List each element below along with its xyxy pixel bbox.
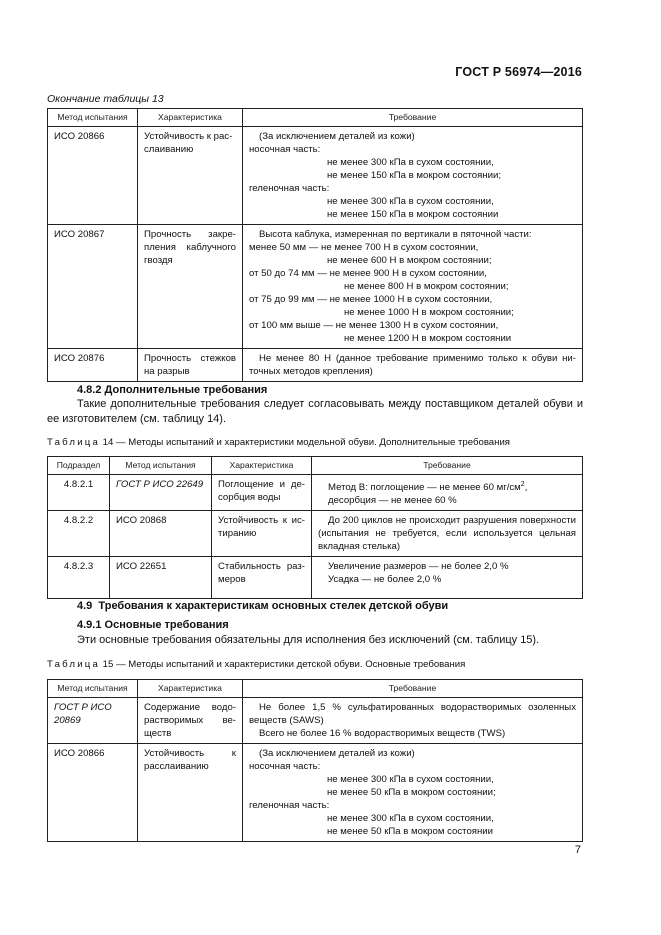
requirement-line: геленочная часть: xyxy=(249,800,330,811)
requirement-line: Усадка — не более 2,0 % xyxy=(328,574,442,586)
characteristic-cell: Прочность стежков на разрыв xyxy=(138,349,243,382)
requirement-line: Высота каблука, измеренная по вертикали в пяточной части: xyxy=(259,229,532,240)
requirement-line: (За исключением деталей из кожи) xyxy=(259,748,415,759)
requirement-line: от 100 мм выше — не менее 1300 Н в сухом состоянии, xyxy=(249,320,499,331)
section-number: 4.9.1 xyxy=(77,619,102,631)
section-title: Требования к характеристикам основных стелек детской обуви xyxy=(98,600,449,612)
table13-caption: Окончание таблицы 13 xyxy=(47,93,164,105)
requirement-line: менее 50 мм — не менее 700 Н в сухом состоянии, xyxy=(249,242,479,253)
table-row xyxy=(48,349,583,382)
caption-text: 14 — Методы испытаний и характеристики модельной обуви. Дополнительные требования xyxy=(100,437,510,448)
method-cell: ИСО 20866 xyxy=(48,127,138,225)
column-header: Требование xyxy=(243,109,583,127)
table-row xyxy=(48,475,583,511)
table-header-row xyxy=(48,457,583,475)
caption-label: Таблица xyxy=(47,659,101,670)
requirement-line: носочная часть: xyxy=(249,761,321,772)
section-heading xyxy=(77,384,267,396)
column-header: Характеристика xyxy=(138,109,243,127)
requirement-line: не менее 150 кПа в мокром состоянии xyxy=(327,209,499,220)
section-heading xyxy=(77,619,229,631)
table15-caption xyxy=(47,659,465,670)
subsection-cell: 4.8.2.2 xyxy=(48,511,110,557)
table-row xyxy=(48,744,583,842)
requirement-cell: Не менее 80 Н (данное требование применимо только к обуви ниточных методов крепления) xyxy=(243,349,583,382)
table13 xyxy=(47,108,583,382)
characteristic-cell: Стабильность размеров xyxy=(212,557,312,599)
method-cell: ИСО 20876 xyxy=(48,349,138,382)
requirement-line: от 50 до 74 мм — не менее 900 Н в сухом состоянии, xyxy=(249,268,487,279)
requirement-line: не менее 300 кПа в сухом состоянии, xyxy=(327,196,494,207)
section-number: 4.9 xyxy=(77,600,93,612)
requirement-line: Не более 1,5 % сульфатированных водорастворимых озоленных веществ (SAWS) xyxy=(249,702,576,726)
subsection-cell: 4.8.2.1 xyxy=(48,475,110,511)
column-header: Характеристика xyxy=(212,457,312,475)
subsection-cell: 4.8.2.3 xyxy=(48,557,110,599)
characteristic-cell: Устойчивость к истиранию xyxy=(212,511,312,557)
caption-label: Таблица xyxy=(47,437,101,448)
requirement-line: не менее 150 кПа в мокром состоянии; xyxy=(327,170,501,181)
requirement-line: не менее 800 Н в мокром состоянии; xyxy=(344,281,509,292)
requirement-cell xyxy=(243,127,583,225)
paragraph: Эти основные требования обязательны для исполнения без исключений (см. таблицу 15). xyxy=(77,634,540,646)
characteristic-cell: Содержание водорастворимых веществ xyxy=(138,698,243,744)
requirement-cell xyxy=(243,744,583,842)
document-header: ГОСТ Р 56974—2016 xyxy=(455,65,582,79)
section-title: Дополнительные требования xyxy=(104,384,268,396)
method-cell: ИСО 20866 xyxy=(48,744,138,842)
table-row xyxy=(48,225,583,349)
table-row xyxy=(48,127,583,225)
requirement-cell xyxy=(312,557,583,599)
requirement-line: не менее 300 кПа в сухом состоянии, xyxy=(327,813,494,824)
requirement-cell xyxy=(243,698,583,744)
requirement-line: Увеличение размеров — не более 2,0 % xyxy=(328,561,509,573)
requirement-text: Метод В: поглощение — не менее 60 мг/см xyxy=(328,482,521,494)
characteristic-cell: Прочность закрепления каблучного гвоздя xyxy=(138,225,243,349)
requirement-line: носочная часть: xyxy=(249,144,321,155)
column-header: Требование xyxy=(312,457,583,475)
column-header: Метод испытания xyxy=(48,109,138,127)
column-header: Характеристика xyxy=(138,680,243,698)
method-cell: ГОСТ Р ИСО 22649 xyxy=(110,475,212,511)
requirement-line xyxy=(318,478,576,494)
requirement-line: (За исключением деталей из кожи) xyxy=(259,131,415,142)
requirement-cell xyxy=(312,475,583,511)
column-header: Метод испытания xyxy=(48,680,138,698)
requirement-line: не менее 1000 Н в мокром состоянии; xyxy=(344,307,514,318)
requirement-cell: До 200 циклов не происходит разрушения поверхности (испытания не требуется, если используется цельная вкладная стелька) xyxy=(312,511,583,557)
column-header: Метод испытания xyxy=(110,457,212,475)
characteristic-cell: Устойчивость к расслаиванию xyxy=(138,127,243,225)
requirement-line: десорбция — не менее 60 % xyxy=(328,495,457,507)
method-cell: ИСО 20868 xyxy=(110,511,212,557)
requirement-line: Всего не более 16 % водорастворимых веществ (TWS) xyxy=(259,728,506,739)
section-title: Основные требования xyxy=(104,619,229,631)
table14 xyxy=(47,456,583,599)
table-row xyxy=(48,557,583,599)
requirement-line: от 75 до 99 мм — не менее 1000 Н в сухом состоянии, xyxy=(249,294,493,305)
requirement-line: не менее 50 кПа в мокром состоянии xyxy=(327,826,493,837)
paragraph: Такие дополнительные требования следует согласовывать между поставщиком деталей обуви и ее изготовителем (см. таблицу 14). xyxy=(47,398,583,425)
table15 xyxy=(47,679,583,842)
method-cell: ИСО 22651 xyxy=(110,557,212,599)
characteristic-cell: Поглощение и десорбция воды xyxy=(212,475,312,511)
table-header-row xyxy=(48,109,583,127)
column-header: Требование xyxy=(243,680,583,698)
characteristic-cell: Устойчивость к расслаиванию xyxy=(138,744,243,842)
section-heading xyxy=(77,600,448,612)
requirement-line: не менее 1200 Н в мокром состоянии xyxy=(344,333,512,344)
superscript: 2 xyxy=(520,481,525,488)
requirement-text: , xyxy=(524,482,528,494)
section-number: 4.8.2 xyxy=(77,384,102,396)
table-row xyxy=(48,698,583,744)
table-row xyxy=(48,511,583,557)
page-number: 7 xyxy=(574,844,581,856)
requirement-line: геленочная часть: xyxy=(249,183,330,194)
method-cell: ГОСТ Р ИСО 20869 xyxy=(48,698,138,744)
requirement-line: не менее 50 кПа в мокром состоянии; xyxy=(327,787,496,798)
requirement-line: не менее 300 кПа в сухом состоянии, xyxy=(327,157,494,168)
table14-caption xyxy=(47,437,510,448)
requirement-cell xyxy=(243,225,583,349)
requirement-line: не менее 600 Н в мокром состоянии; xyxy=(327,255,492,266)
method-cell: ИСО 20867 xyxy=(48,225,138,349)
table-header-row xyxy=(48,680,583,698)
column-header: Подраздел xyxy=(48,457,110,475)
requirement-line: не менее 300 кПа в сухом состоянии, xyxy=(327,774,494,785)
caption-text: 15 — Методы испытаний и характеристики детской обуви. Основные требования xyxy=(100,659,466,670)
